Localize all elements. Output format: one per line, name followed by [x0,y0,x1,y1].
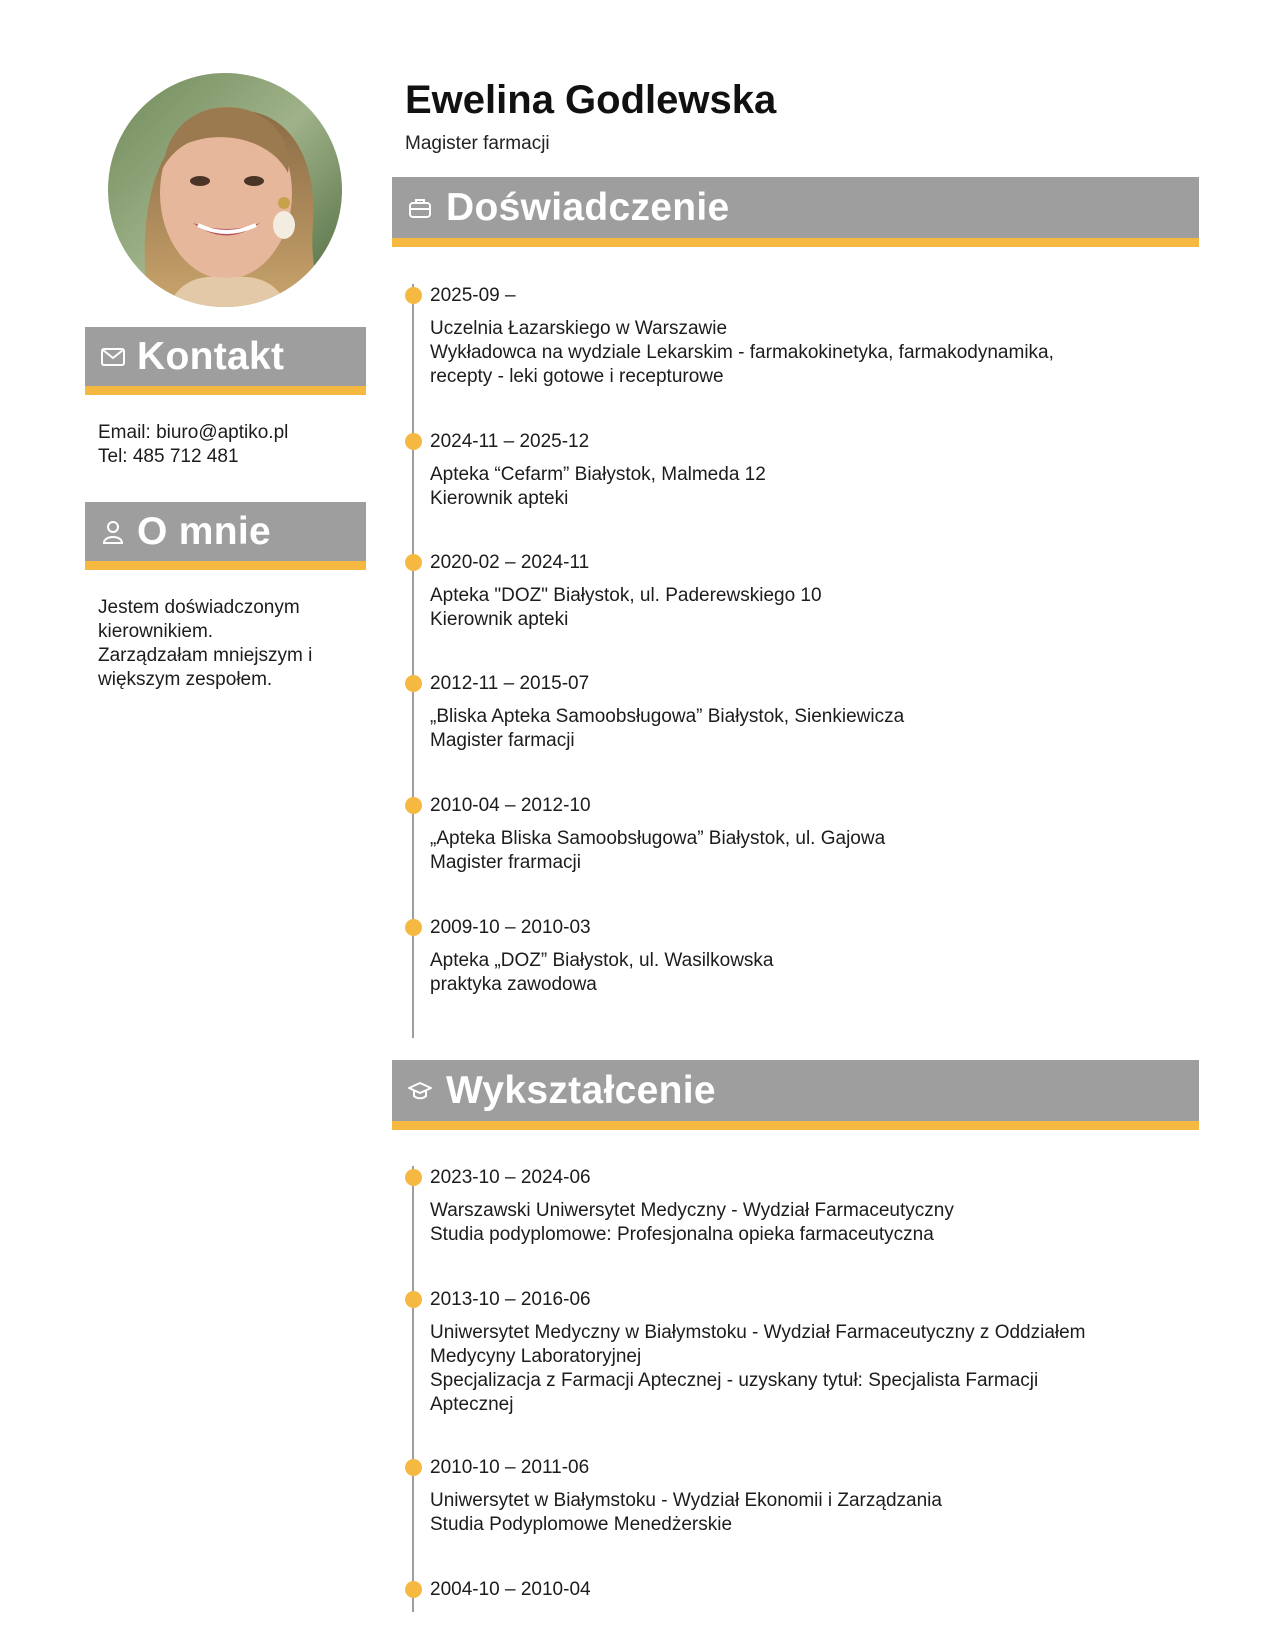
entry-body [430,584,1195,632]
timeline-line [412,1166,414,1612]
entry-body [430,949,1195,997]
entry-date: 2023-10 – 2024-06 [430,1167,591,1188]
entry-line: Medycyny Laboratoryjnej [430,1346,642,1367]
timeline-dot [405,1581,422,1598]
entry-line: Magister farmacji [430,730,575,751]
entry-line: Studia podyplomowe: Profesjonalna opieka farmaceutyczna [430,1224,934,1245]
about-line: kierownikiem. [98,621,214,642]
person-title: Magister farmacji [405,133,550,154]
entry-line: praktyka zawodowa [430,974,597,995]
entry-line: Kierownik apteki [430,609,569,630]
briefcase-icon [406,194,434,222]
timeline-dot [405,1169,422,1186]
about-text [98,596,360,692]
entry-date: 2020-02 – 2024-11 [430,552,590,573]
entry-line: Uczelnia Łazarskiego w Warszawie [430,318,728,339]
entry-line: Uniwersytet Medyczny w Białymstoku - Wydział Farmaceutyczny z Oddziałem [430,1322,1086,1343]
entry-body [430,317,1195,389]
entry-body [430,827,1195,875]
entry-date: 2010-04 – 2012-10 [430,795,591,816]
entry-body [430,705,1195,753]
experience-timeline [405,284,1195,1038]
entry-line: Apteka "DOZ" Białystok, ul. Paderewskiego 10 [430,585,822,606]
timeline-dot [405,675,422,692]
entry-date: 2012-11 – 2015-07 [430,673,590,694]
contact-heading-bar [85,327,366,395]
education-timeline [405,1166,1195,1612]
timeline-dot [405,797,422,814]
entry-date: 2013-10 – 2016-06 [430,1289,591,1310]
entry-date: 2010-10 – 2011-06 [430,1457,590,1478]
entry-date: 2004-10 – 2010-04 [430,1579,591,1600]
timeline-dot [405,1459,422,1476]
education-heading-bar [392,1060,1199,1130]
entry-date: 2024-11 – 2025-12 [430,431,590,452]
entry-line: Kierownik apteki [430,488,569,509]
timeline-dot [405,554,422,571]
profile-photo-image [108,73,342,307]
entry-body [430,463,1195,511]
entry-line: „Bliska Apteka Samoobsługowa” Białystok, Sienkiewicza [430,706,905,727]
entry-line: Apteka „DOZ” Białystok, ul. Wasilkowska [430,950,774,971]
entry-body [430,1321,1195,1417]
graduation-cap-icon [406,1077,434,1105]
person-icon [99,518,127,546]
entry-line: Specjalizacja z Farmacji Aptecznej - uzyskany tytuł: Specjalista Farmacji [430,1370,1039,1391]
timeline-dot [405,1291,422,1308]
entry-body [430,1199,1195,1247]
contact-heading: Kontakt [137,334,285,378]
experience-heading-bar [392,177,1199,247]
entry-line: Aptecznej [430,1394,514,1415]
about-line: Zarządzałam mniejszym i [98,645,313,666]
entry-line: Uniwersytet w Białymstoku - Wydział Ekonomii i Zarządzania [430,1490,942,1511]
experience-heading: Doświadczenie [446,185,730,229]
about-line: Jestem doświadczonym [98,597,300,618]
entry-line: Wykładowca na wydziale Lekarskim - farmakokinetyka, farmakodynamika, [430,342,1054,363]
person-name: Ewelina Godlewska [405,78,777,122]
entry-line: „Apteka Bliska Samoobsługowa” Białystok, ul. Gajowa [430,828,886,849]
entry-line: Apteka “Cefarm” Białystok, Malmeda 12 [430,464,766,485]
timeline-dot [405,433,422,450]
timeline-dot [405,919,422,936]
entry-line: Studia Podyplomowe Menedżerskie [430,1514,733,1535]
about-heading: O mnie [137,509,271,553]
education-heading: Wykształcenie [446,1068,716,1112]
entry-body [430,1489,1195,1537]
entry-date: 2025-09 – [430,285,516,306]
entry-date: 2009-10 – 2010-03 [430,917,591,938]
contact-email[interactable]: Email: biuro@aptiko.pl [98,422,289,443]
profile-photo [108,73,342,307]
entry-line: Magister frarmacji [430,852,581,873]
timeline-dot [405,287,422,304]
entry-line: Warszawski Uniwersytet Medyczny - Wydział Farmaceutyczny [430,1200,954,1221]
about-heading-bar [85,502,366,570]
envelope-icon [99,343,127,371]
contact-phone[interactable]: Tel: 485 712 481 [98,446,239,467]
about-line: większym zespołem. [98,669,273,690]
contact-details [98,421,360,469]
entry-line: recepty - leki gotowe i recepturowe [430,366,724,387]
